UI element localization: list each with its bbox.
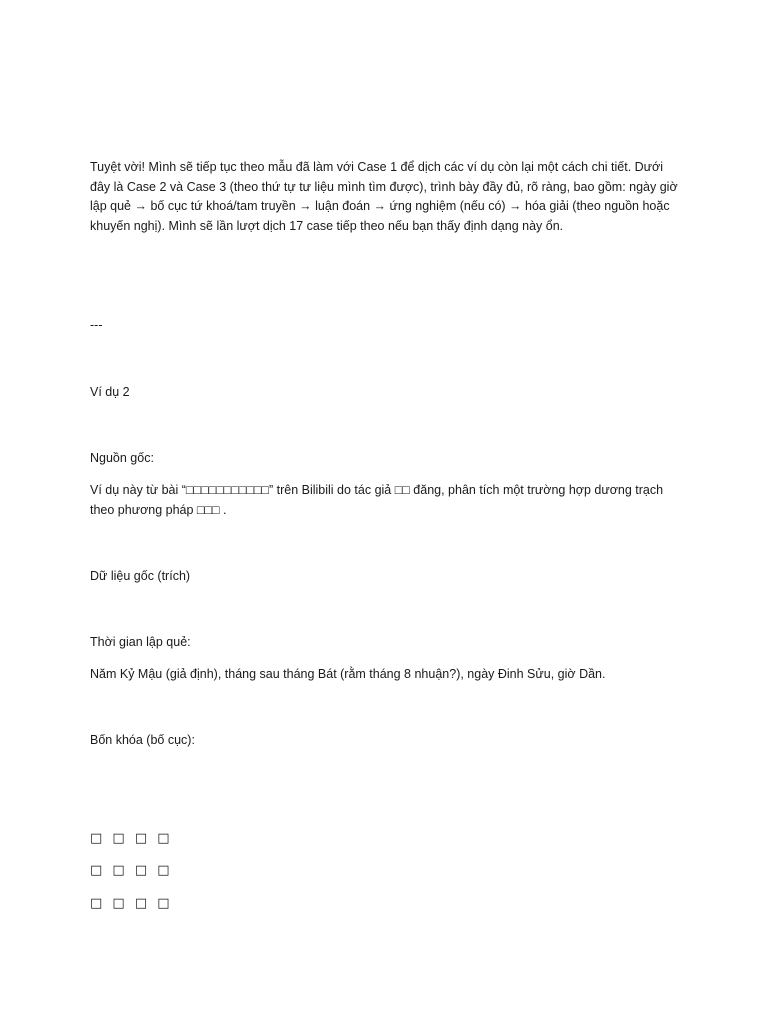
time-paragraph: Năm Kỷ Mậu (giả định), tháng sau tháng Bát (rằm tháng 8 nhuận?), ngày Đinh Sửu, giờ Dần. xyxy=(90,667,606,681)
raw-data-label: Dữ liệu gốc (trích) xyxy=(90,569,191,583)
example-heading: Ví dụ 2 xyxy=(90,385,130,399)
separator-line: --- xyxy=(90,318,103,332)
four-keys-label: Bốn khóa (bố cục): xyxy=(90,733,195,747)
source-paragraph: Ví dụ này từ bài “□□□□□□□□□□□” trên Bilibili do tác giả □□ đăng, phân tích một trường hợp dương trạch theo phương pháp □□□ . xyxy=(90,483,664,517)
four-keys-row: □ □ □ □ xyxy=(90,863,173,878)
time-label: Thời gian lập quẻ: xyxy=(90,635,191,649)
four-keys-row: □ □ □ □ xyxy=(90,831,173,846)
source-label: Nguồn gốc: xyxy=(90,451,154,465)
intro-paragraph: Tuyệt vời! Mình sẽ tiếp tục theo mẫu đã làm với Case 1 để dịch các ví dụ còn lại một cách chi tiết. Dưới đây là Case 2 và Case 3 (theo thứ tự tư liệu mình tìm được), trình bày đầy đủ, rõ ràng, bao gồm: ngày giờ lập quẻ → bố cục tứ khoá/tam truyền → luận đoán → ứng nghiệm (nếu có) → hóa giải (theo nguồn hoặc khuyến nghị). Mình sẽ lần lượt dịch 17 case tiếp theo nếu bạn thấy định dạng này ổn. xyxy=(90,160,678,233)
four-keys-row: □ □ □ □ xyxy=(90,896,173,911)
